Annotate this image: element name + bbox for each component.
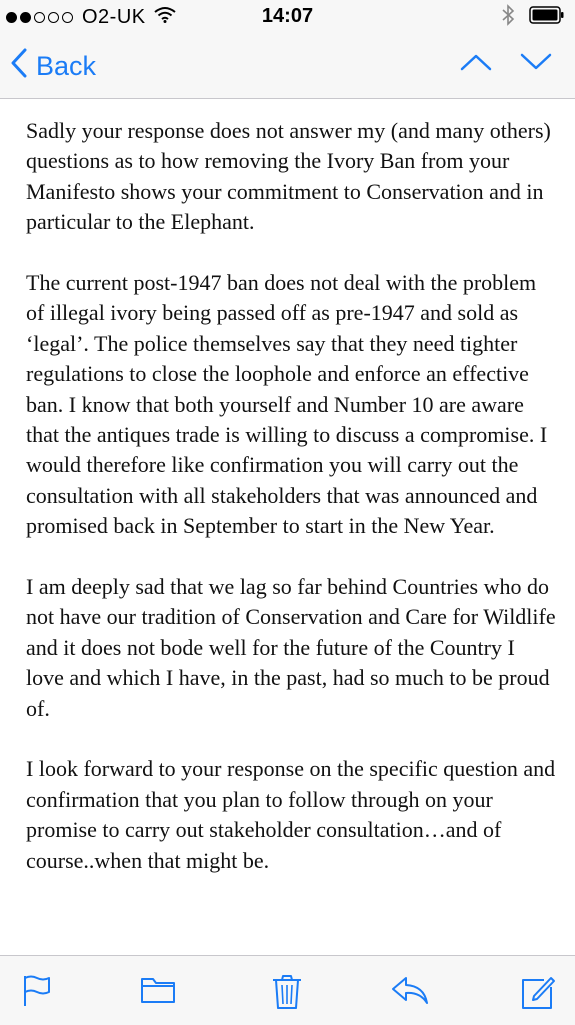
compose-icon bbox=[520, 997, 556, 1014]
bluetooth-icon bbox=[501, 4, 515, 31]
battery-icon bbox=[529, 6, 565, 29]
status-bar bbox=[0, 0, 575, 34]
email-paragraph: I am deeply sad that we lag so far behind Countries who do not have our tradition of Conservation and Care for Wildlife and it does not bode well for the future of the Country I love and which I have, in the past, had so much to be proud of. bbox=[26, 574, 556, 721]
email-paragraph: I look forward to your response on the specific question and confirmation that you plan to follow through on your promise to carry out stakeholder consultation…and of course..when that might be. bbox=[26, 756, 556, 873]
back-button[interactable] bbox=[10, 48, 96, 85]
move-to-folder-button[interactable] bbox=[140, 974, 176, 1009]
carrier-name: O2-UK bbox=[82, 5, 146, 28]
trash-icon bbox=[272, 997, 302, 1014]
flag-icon bbox=[22, 995, 52, 1012]
back-label: Back bbox=[36, 51, 97, 81]
previous-message-button[interactable] bbox=[460, 52, 492, 77]
chevron-left-icon bbox=[10, 48, 36, 85]
chevron-up-icon bbox=[460, 59, 492, 76]
reply-icon bbox=[390, 993, 430, 1010]
status-right bbox=[501, 4, 565, 31]
navigation-bar bbox=[0, 34, 575, 99]
email-paragraph: The current post-1947 ban does not deal with the problem of illegal ivory being passed off as pre-1947 and sold as ‘legal’. The police themselves say that they need tighter regulations to close the loophole and enforce an effective ban. I know that both yourself and Number 10 are aware that the antiques trade is willing to discuss a compromise. I would therefore like confirmation you will carry out the consultation with all stakeholders that was announced and promised back in September to start in the New Year. bbox=[26, 270, 548, 539]
next-message-button[interactable] bbox=[520, 52, 552, 77]
flag-button[interactable] bbox=[22, 974, 52, 1013]
status-time: 14:07 bbox=[261, 5, 314, 27]
delete-button[interactable] bbox=[272, 974, 302, 1015]
reply-button[interactable] bbox=[390, 974, 430, 1011]
compose-button[interactable] bbox=[520, 974, 556, 1015]
email-body bbox=[26, 116, 556, 907]
chevron-down-icon bbox=[520, 59, 552, 76]
email-paragraph: Sadly your response does not answer my (and many others) questions as to how removing the Ivory Ban from your Manifesto shows your commitment to Conservation and in particular to the Elephant. bbox=[26, 118, 551, 235]
bottom-toolbar bbox=[0, 955, 575, 1025]
folder-icon bbox=[140, 991, 176, 1008]
